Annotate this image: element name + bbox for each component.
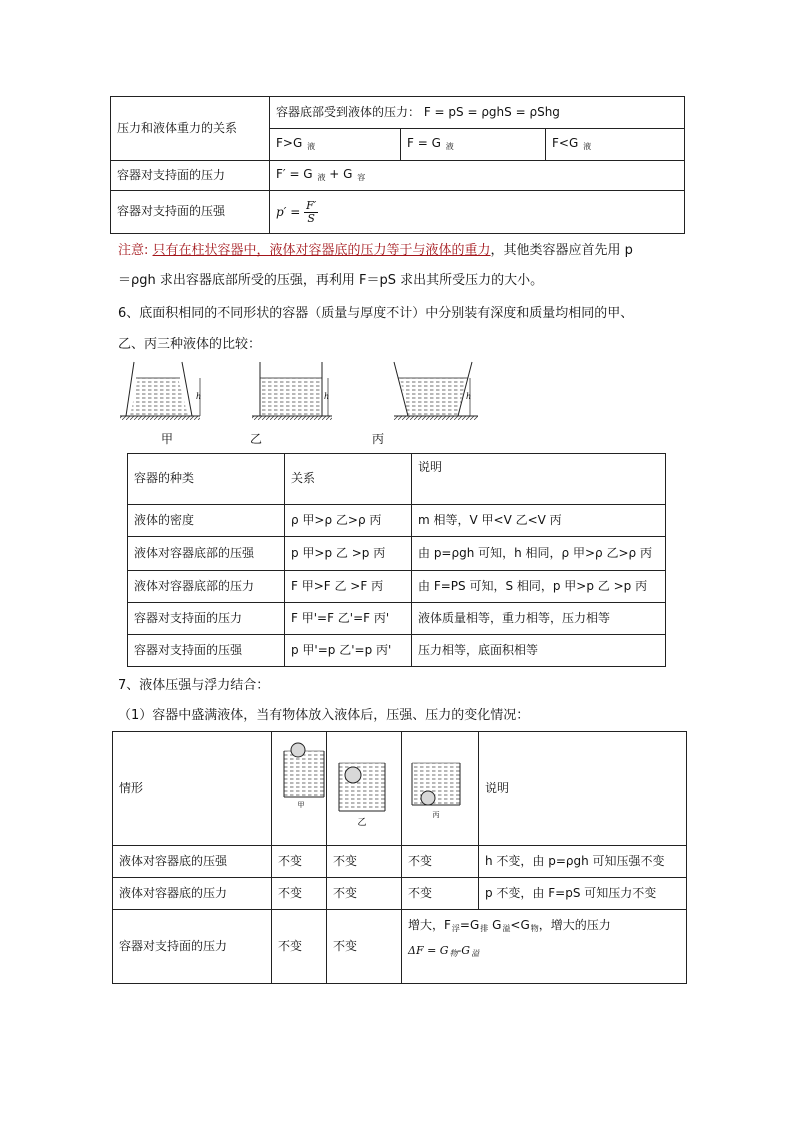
t3-cell: 不变 — [327, 878, 402, 910]
t2-cell: p 甲'=p 乙'=p 丙' — [285, 635, 412, 667]
t2-cell: F 甲>F 乙 >F 丙 — [285, 571, 412, 603]
section6-line-1: 6、底面积相同的不同形状的容器（质量与厚度不计）中分别装有深度和质量均相同的甲、 — [118, 306, 634, 321]
table-row — [128, 505, 666, 537]
t3-cell: h 不变，由 p=ρgh 可知压强不变 — [479, 846, 687, 878]
container-bing — [394, 362, 478, 420]
svg-text:h: h — [324, 392, 330, 401]
section7-title: 7、液体压强与浮力结合： — [118, 678, 270, 693]
case-greater: F>G $_液$ — [270, 129, 401, 161]
svg-text:h: h — [466, 392, 472, 401]
t2-cell: 压力相等，底面积相等 — [412, 635, 666, 667]
svg-text:h: h — [196, 392, 202, 401]
table-row — [128, 537, 666, 571]
t2-cell: 液体的密度 — [128, 505, 285, 537]
t2-cell: 容器对支持面的压强 — [128, 635, 285, 667]
label-jia: 甲 — [161, 432, 174, 446]
t3-cell: p 不变，由 F=pS 可知压力不变 — [479, 878, 687, 910]
t3-header-desc: 说明 — [479, 732, 687, 846]
t2-cell: ρ 甲>ρ 乙>ρ 丙 — [285, 505, 412, 537]
table-buoyancy — [112, 731, 687, 984]
t2-cell: 液体对容器底部的压力 — [128, 571, 285, 603]
case-less: F<G $_液$ — [546, 129, 685, 161]
table-row — [113, 846, 687, 878]
t3-desc-line2: $\Delta F = G_物-G_溢$ — [408, 944, 480, 959]
fraction: $\frac{F'}{S}$ — [306, 198, 317, 225]
note-line-1: 注意: 只有在柱状容器中，液体对容器底的压力等于与液体的重力，其他类容器应首先用 p — [118, 243, 633, 258]
t3-cell-desc — [402, 910, 687, 984]
t3-cell: 不变 — [327, 846, 402, 878]
t3-cell: 不变 — [402, 846, 479, 878]
t2-cell: 容器对支持面的压力 — [128, 603, 285, 635]
t3-cell: 不变 — [272, 910, 327, 984]
relation-formula: 容器底部受到液体的压力： F = pS = ρghS = ρShg — [270, 97, 685, 129]
t2-header-type: 容器的种类 — [128, 454, 285, 505]
table-row — [128, 603, 666, 635]
container-jia — [120, 362, 201, 420]
containers-figure — [118, 360, 498, 422]
support-force-label: 容器对支持面的压力 — [111, 161, 270, 191]
t2-cell: 由 p=ρgh 可知，h 相同，ρ 甲>ρ 乙>ρ 丙 — [412, 537, 666, 571]
t2-cell: m 相等，V 甲<V 乙<V 丙 — [412, 505, 666, 537]
svg-text:甲: 甲 — [297, 800, 305, 809]
support-pressure-formula: p′ = $\frac{F'}{S}$ — [270, 191, 685, 234]
table-row — [113, 910, 687, 984]
fig-yi — [327, 733, 401, 845]
table-row — [128, 571, 666, 603]
t3-cell: 不变 — [272, 878, 327, 910]
t3-fig-jia — [272, 732, 327, 846]
container-yi — [252, 362, 332, 420]
t2-cell: 由 F=PS 可知，S 相同，p 甲>p 乙 >p 丙 — [412, 571, 666, 603]
t3-cell: 不变 — [402, 878, 479, 910]
t3-fig-bing — [402, 732, 479, 846]
fig-jia — [272, 733, 326, 845]
section7-sub1: （1）容器中盛满液体，当有物体放入液体后，压强、压力的变化情况： — [118, 708, 530, 723]
t2-cell: 液体对容器底部的压强 — [128, 537, 285, 571]
t3-fig-yi — [327, 732, 402, 846]
t2-header-relation: 关系 — [285, 454, 412, 505]
svg-text:乙: 乙 — [357, 817, 367, 828]
t3-row-label: 容器对支持面的压力 — [113, 910, 272, 984]
table-row — [113, 878, 687, 910]
label-yi: 乙 — [250, 432, 263, 446]
t3-cell: 不变 — [327, 910, 402, 984]
case-equal: F = G $_液$ — [401, 129, 546, 161]
table-pressure-relations — [110, 96, 685, 234]
section6-line-2: 乙、丙三种液体的比较： — [118, 337, 262, 352]
t2-cell: p 甲>p 乙 >p 丙 — [285, 537, 412, 571]
note-line-2: ＝ρgh 求出容器底部所受的压强，再利用 F＝pS 求出其所受压力的大小。 — [118, 273, 544, 288]
t3-desc-line1: 增大，$F_浮=G_排$ $G_溢<G_物$，增大的压力 — [408, 918, 611, 933]
t2-header-note: 说明 — [412, 454, 666, 505]
t3-cell: 不变 — [272, 846, 327, 878]
table-row — [128, 635, 666, 667]
support-force-formula: F′ = G $_液$ + G $_容$ — [270, 161, 685, 191]
label-bing: 丙 — [372, 432, 385, 446]
fig-bing — [402, 733, 478, 845]
svg-text:丙: 丙 — [432, 810, 440, 819]
table-comparison — [127, 453, 666, 667]
relation-label: 压力和液体重力的关系 — [111, 97, 270, 161]
t3-row-label: 液体对容器底的压强 — [113, 846, 272, 878]
t3-header-situation: 情形 — [113, 732, 272, 846]
t3-row-label: 液体对容器底的压力 — [113, 878, 272, 910]
t2-cell: F 甲'=F 乙'=F 丙' — [285, 603, 412, 635]
t2-cell: 液体质量相等，重力相等，压力相等 — [412, 603, 666, 635]
support-pressure-label: 容器对支持面的压强 — [111, 191, 270, 234]
